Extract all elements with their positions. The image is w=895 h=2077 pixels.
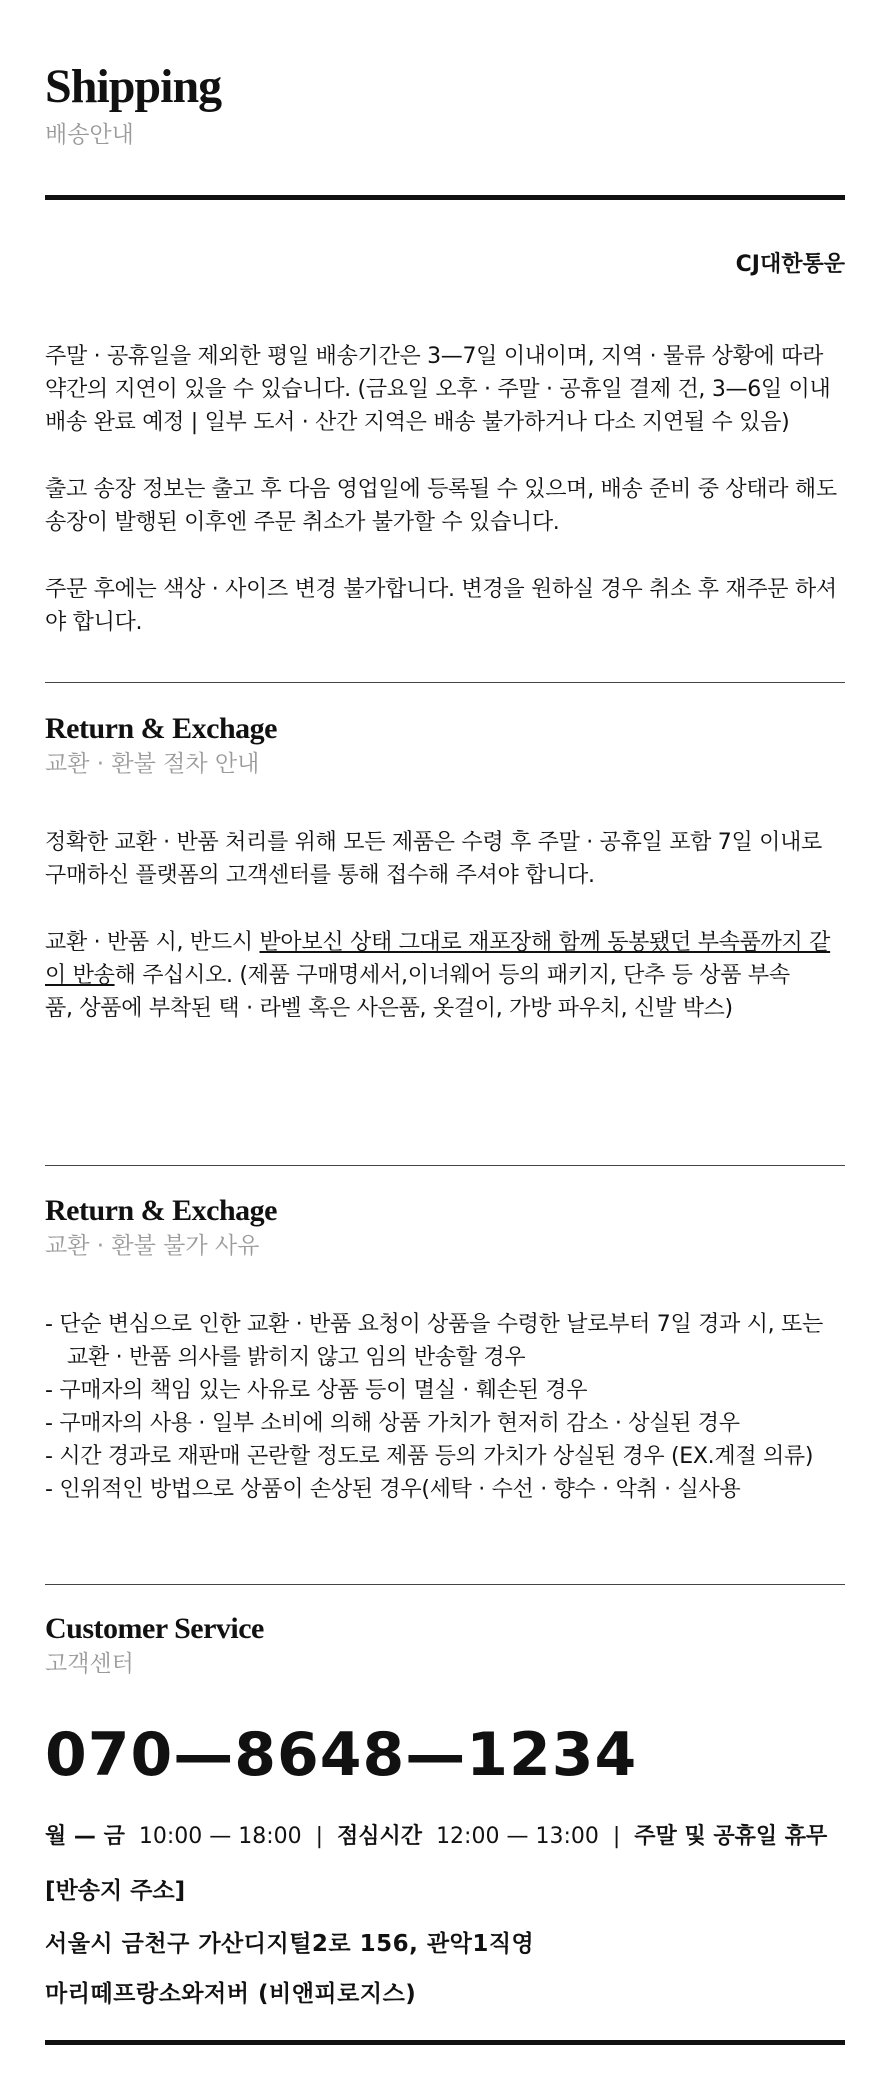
- return-address-line-2: 마리떼프랑소와저버 (비앤피로지스): [45, 1981, 417, 2007]
- shipping-paragraph-2: 출고 송장 정보는 출고 후 다음 영업일에 등록될 수 있으며, 배송 준비 중 상태라 해도 송장이 발행된 이후엔 주문 취소가 불가할 수 있습니다.: [45, 477, 837, 535]
- underlined-instruction: 받아보신 상태 그대로 재포장해 함께 동봉됐던 부속품까지 같이 반송: [45, 930, 831, 988]
- return-reasons-title: Return & Exchage: [45, 1194, 277, 1227]
- return-procedure-paragraph-1: 정확한 교환 · 반품 처리를 위해 모든 제품은 수령 후 주말 · 공휴일 포함 7일 이내로 구매하신 플랫폼의 고객센터를 통해 접수해 주셔야 합니다.: [45, 830, 822, 888]
- return-address-line-1: 서울시 금천구 가산디지털2로 156, 관악1직영: [45, 1931, 535, 1957]
- section-divider: [45, 195, 845, 200]
- return-procedure-paragraph-2: 교환 · 반품 시, 반드시 받아보신 상태 그대로 재포장해 함께 동봉됐던 부속품까지 같이 반송해 주십시오. (제품 구매명세서,이너웨어 등의 패키지, 단추 등 상품 부속 품, 상품에 부착된 택 · 라벨 혹은 사은품, 옷걸이, 가방 파우치, 신발 박스): [45, 930, 831, 1021]
- section-divider: [45, 1584, 845, 1585]
- section-divider: [45, 2040, 845, 2045]
- customer-service-title: Customer Service: [45, 1612, 264, 1645]
- list-item: - 구매자의 사용 · 일부 소비에 의해 상품 가치가 현저히 감소 · 상실된 경우: [45, 1411, 740, 1436]
- section-divider: [45, 682, 845, 683]
- return-procedure-subtitle: 교환 · 환불 절차 안내: [45, 751, 260, 777]
- list-item: - 인위적인 방법으로 상품이 손상된 경우(세탁 · 수선 · 향수 · 악취 · 실사용: [45, 1477, 741, 1502]
- section-divider: [45, 1165, 845, 1166]
- return-procedure-title: Return & Exchage: [45, 712, 277, 745]
- shipping-paragraph-3: 주문 후에는 색상 · 사이즈 변경 불가합니다. 변경을 원하실 경우 취소 후 재주문 하셔야 합니다.: [45, 577, 837, 635]
- phone-number[interactable]: 070—8648—1234: [45, 1720, 638, 1790]
- return-reasons-subtitle: 교환 · 환불 불가 사유: [45, 1233, 260, 1259]
- list-item: - 단순 변심으로 인한 교환 · 반품 요청이 상품을 수령한 날로부터 7일 경과 시, 또는 교환 · 반품 의사를 밝히지 않고 임의 반송할 경우: [45, 1312, 823, 1370]
- return-address-title: [반송지 주소]: [45, 1878, 186, 1904]
- non-refundable-list: [45, 1308, 845, 1506]
- list-item: - 구매자의 책임 있는 사유로 상품 등이 멸실 · 훼손된 경우: [45, 1378, 588, 1403]
- business-hours: 월 — 금 10:00 — 18:00 | 점심시간 12:00 — 13:00 | 주말 및 공휴일 휴무: [45, 1824, 828, 1849]
- customer-service-subtitle: 고객센터: [45, 1651, 134, 1677]
- shipping-paragraph-1: 주말 · 공휴일을 제외한 평일 배송기간은 3—7일 이내이며, 지역 · 물류 상황에 따라 약간의 지연이 있을 수 있습니다. (금요일 오후 · 주말 · 공휴일 결제 건, 3—6일 이내 배송 완료 예정 | 일부 도서 · 산간 지역은 배송 불가하거나 다소 지연될 수 있음): [45, 344, 831, 435]
- list-item: - 시간 경과로 재판매 곤란할 정도로 제품 등의 가치가 상실된 경우 (EX.계절 의류): [45, 1444, 814, 1469]
- shipping-title: Shipping: [45, 60, 222, 113]
- courier-name: CJ대한통운: [735, 252, 845, 277]
- shipping-subtitle: 배송안내: [45, 122, 134, 148]
